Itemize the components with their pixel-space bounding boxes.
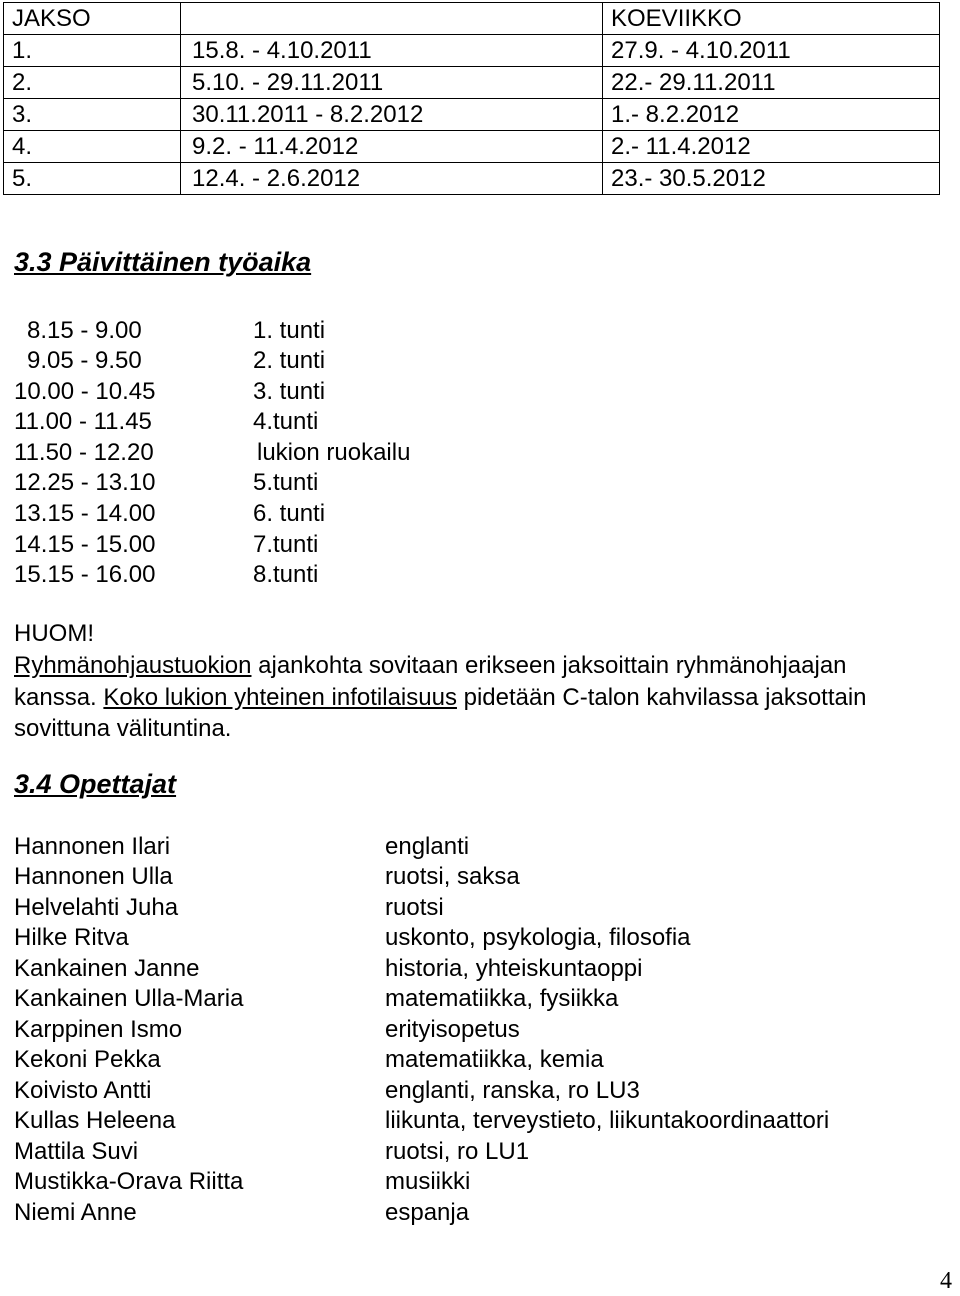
- table-cell: 1.- 8.2.2012: [603, 99, 940, 131]
- section-heading-working-hours: 3.3 Päivittäinen työaika: [14, 247, 312, 277]
- teacher-subject: ruotsi: [385, 894, 444, 921]
- table-row: [4, 35, 940, 67]
- teacher-name: Niemi Anne: [14, 1199, 137, 1226]
- table-row: [4, 67, 940, 99]
- note-line-1: [14, 650, 847, 682]
- header-cell-period: [181, 3, 603, 35]
- teacher-name: Hannonen Ulla: [14, 863, 173, 890]
- note-text: ajankohta sovitaan erikseen jaksoittain ryhmänohjaajan: [251, 652, 847, 679]
- teacher-subject: uskonto, psykologia, filosofia: [385, 924, 691, 951]
- schedule-label: 1. tunti: [253, 317, 326, 344]
- table-cell: 2.- 11.4.2012: [603, 131, 940, 163]
- teacher-name: Kankainen Ulla-Maria: [14, 985, 244, 1012]
- table-cell: 5.10. - 29.11.2011: [181, 67, 603, 99]
- schedule-label: 5.tunti: [253, 469, 319, 496]
- schedule-label: 7.tunti: [253, 531, 319, 558]
- teacher-name: Helvelahti Juha: [14, 894, 179, 921]
- teacher-subject: ruotsi, saksa: [385, 863, 520, 890]
- table-cell: 15.8. - 4.10.2011: [181, 35, 603, 67]
- schedule-time: 10.00 - 10.45: [14, 378, 156, 405]
- table-cell: 30.11.2011 - 8.2.2012: [181, 99, 603, 131]
- page-number: 4: [940, 1268, 952, 1294]
- teacher-name: Mattila Suvi: [14, 1138, 139, 1165]
- schedule-time: 11.50 - 12.20: [14, 439, 154, 466]
- table-cell: 4.: [4, 131, 181, 163]
- note-underlined-term: Koko lukion yhteinen infotilaisuus: [103, 684, 457, 711]
- schedule-time: 13.15 - 14.00: [14, 500, 156, 527]
- schedule-time: 8.15 - 9.00: [27, 317, 142, 344]
- teacher-subject: liikunta, terveystieto, liikuntakoordinaattori: [385, 1107, 830, 1134]
- teacher-subject: espanja: [385, 1199, 470, 1226]
- table-cell: 5.: [4, 163, 181, 195]
- teacher-name: Kankainen Janne: [14, 955, 200, 982]
- schedule-time: 9.05 - 9.50: [27, 347, 142, 374]
- note-text: kanssa.: [14, 684, 104, 711]
- table-cell: 22.- 29.11.2011: [603, 67, 940, 99]
- teacher-subject: englanti: [385, 833, 470, 860]
- teacher-name: Hilke Ritva: [14, 924, 129, 951]
- schedule-time: 14.15 - 15.00: [14, 531, 156, 558]
- table-cell: 12.4. - 2.6.2012: [181, 163, 603, 195]
- schedule-label: 4.tunti: [253, 408, 319, 435]
- schedule-time: 15.15 - 16.00: [14, 561, 156, 588]
- teacher-subject: historia, yhteiskuntaoppi: [385, 955, 643, 982]
- note-title: HUOM!: [14, 620, 94, 647]
- schedule-label: 6. tunti: [253, 500, 326, 527]
- schedule-time: 12.25 - 13.10: [14, 469, 156, 496]
- note-underlined-term: Ryhmänohjaustuokion: [14, 652, 252, 679]
- schedule-time: 11.00 - 11.45: [14, 408, 152, 435]
- note-line-2: [14, 682, 867, 714]
- header-cell-jakso: JAKSO: [4, 3, 181, 35]
- teacher-subject: erityisopetus: [385, 1016, 520, 1043]
- teacher-name: Mustikka-Orava Riitta: [14, 1168, 244, 1195]
- section-heading-teachers: 3.4 Opettajat: [14, 769, 177, 799]
- teacher-name: Koivisto Antti: [14, 1077, 152, 1104]
- teacher-subject: ruotsi, ro LU1: [385, 1138, 530, 1165]
- header-cell-koeviikko: KOEVIIKKO: [603, 3, 940, 35]
- table-header-row: [4, 3, 940, 35]
- teacher-name: Hannonen Ilari: [14, 833, 171, 860]
- note-line-3: sovittuna välituntina.: [14, 715, 232, 742]
- table-cell: 1.: [4, 35, 181, 67]
- jakso-table: [3, 2, 940, 195]
- table-row: [4, 163, 940, 195]
- note-text: pidetään C-talon kahvilassa jaksottain: [456, 684, 867, 711]
- teacher-subject: matematiikka, fysiikka: [385, 985, 619, 1012]
- schedule-label: 8.tunti: [253, 561, 319, 588]
- table-cell: 2.: [4, 67, 181, 99]
- schedule-label: lukion ruokailu: [257, 439, 411, 466]
- teacher-name: Karppinen Ismo: [14, 1016, 183, 1043]
- schedule-label: 3. tunti: [253, 378, 326, 405]
- teacher-subject: matematiikka, kemia: [385, 1046, 604, 1073]
- table-cell: 23.- 30.5.2012: [603, 163, 940, 195]
- table-row: [4, 131, 940, 163]
- teacher-name: Kullas Heleena: [14, 1107, 176, 1134]
- table-cell: 3.: [4, 99, 181, 131]
- table-cell: 9.2. - 11.4.2012: [181, 131, 603, 163]
- teacher-subject: musiikki: [385, 1168, 471, 1195]
- table-row: [4, 99, 940, 131]
- teacher-name: Kekoni Pekka: [14, 1046, 161, 1073]
- schedule-label: 2. tunti: [253, 347, 326, 374]
- teacher-subject: englanti, ranska, ro LU3: [385, 1077, 640, 1104]
- table-cell: 27.9. - 4.10.2011: [603, 35, 940, 67]
